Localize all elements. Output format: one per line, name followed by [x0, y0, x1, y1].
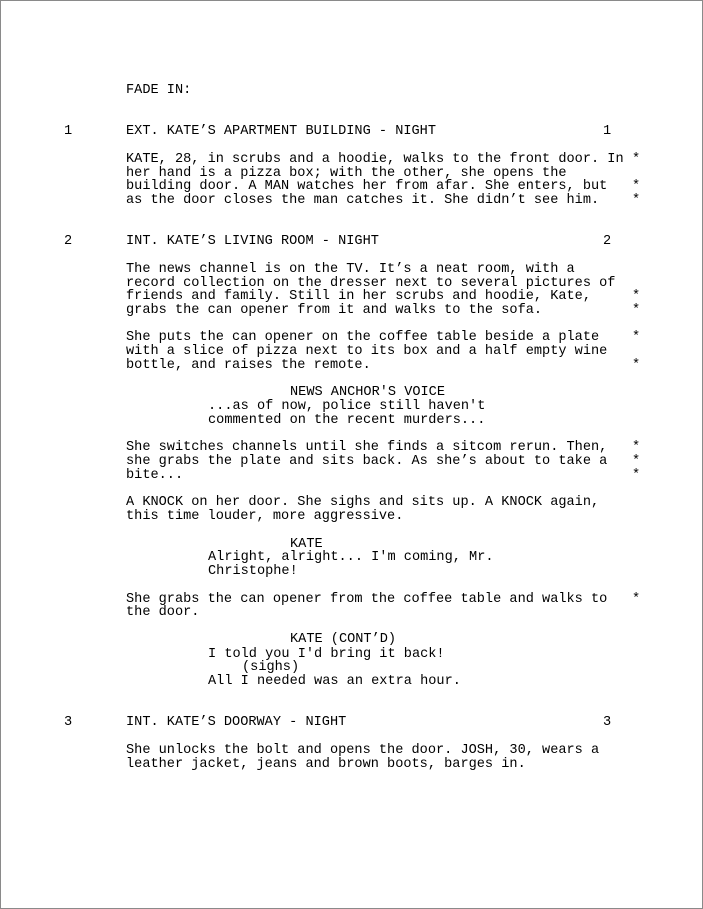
revision-mark: * — [632, 454, 641, 469]
revision-mark: * — [632, 152, 641, 167]
action-line: leather jacket, jeans and brown boots, barges in. — [126, 757, 526, 772]
dialogue-line: Christophe! — [208, 564, 298, 579]
scene-number-left: 1 — [64, 124, 73, 139]
transition: FADE IN: — [126, 83, 192, 98]
action-line: with a slice of pizza next to its box and a half empty wine — [126, 344, 608, 359]
action-line: friends and family. Still in her scrubs and hoodie, Kate, — [126, 289, 591, 304]
action-line: she grabs the plate and sits back. As she’s about to take a — [126, 454, 608, 469]
dialogue-line: I told you I'd bring it back! — [208, 647, 445, 662]
revision-mark: * — [632, 592, 641, 607]
dialogue-line: Alright, alright... I'm coming, Mr. — [208, 550, 494, 565]
scene-heading: INT. KATE’S DOORWAY - NIGHT — [126, 715, 347, 730]
revision-mark: * — [632, 440, 641, 455]
character-name: NEWS ANCHOR'S VOICE — [290, 385, 445, 400]
dialogue-line: commented on the recent murders... — [208, 413, 486, 428]
action-line: KATE, 28, in scrubs and a hoodie, walks to the front door. In — [126, 152, 624, 167]
scene-number-right: 1 — [603, 124, 612, 139]
revision-mark: * — [632, 303, 641, 318]
action-line: The news channel is on the TV. It’s a neat room, with a — [126, 262, 575, 277]
action-line: her hand is a pizza box; with the other, she opens the — [126, 166, 567, 181]
scene-number-left: 3 — [64, 715, 73, 730]
action-line: bottle, and raises the remote. — [126, 358, 371, 373]
action-line: A KNOCK on her door. She sighs and sits up. A KNOCK again, — [126, 495, 600, 510]
action-line: this time louder, more aggressive. — [126, 509, 404, 524]
revision-mark: * — [632, 468, 641, 483]
revision-mark: * — [632, 179, 641, 194]
dialogue-line: ...as of now, police still haven't — [208, 399, 486, 414]
scene-number-right: 2 — [603, 234, 612, 249]
scene-heading: EXT. KATE’S APARTMENT BUILDING - NIGHT — [126, 124, 436, 139]
action-line: She unlocks the bolt and opens the door. JOSH, 30, wears a — [126, 743, 600, 758]
revision-mark: * — [632, 358, 641, 373]
action-line: as the door closes the man catches it. She didn’t see him. — [126, 193, 600, 208]
revision-mark: * — [632, 289, 641, 304]
action-line: building door. A MAN watches her from afar. She enters, but — [126, 179, 608, 194]
action-line: bite... — [126, 468, 184, 483]
scene-heading: INT. KATE’S LIVING ROOM - NIGHT — [126, 234, 379, 249]
dialogue-line: All I needed was an extra hour. — [208, 674, 461, 689]
character-name: KATE — [290, 537, 323, 552]
action-line: She switches channels until she finds a sitcom rerun. Then, — [126, 440, 608, 455]
action-line: She grabs the can opener from the coffee table and walks to — [126, 592, 608, 607]
scene-number-right: 3 — [603, 715, 612, 730]
scene-number-left: 2 — [64, 234, 73, 249]
action-line: grabs the can opener from it and walks to the sofa. — [126, 303, 543, 318]
revision-mark: * — [632, 193, 641, 208]
character-name: KATE (CONT’D) — [290, 632, 397, 647]
parenthetical: (sighs) — [242, 660, 300, 675]
action-line: the door. — [126, 605, 200, 620]
revision-mark: * — [632, 330, 641, 345]
action-line: She puts the can opener on the coffee table beside a plate — [126, 330, 600, 345]
action-line: record collection on the dresser next to several pictures of — [126, 276, 616, 291]
